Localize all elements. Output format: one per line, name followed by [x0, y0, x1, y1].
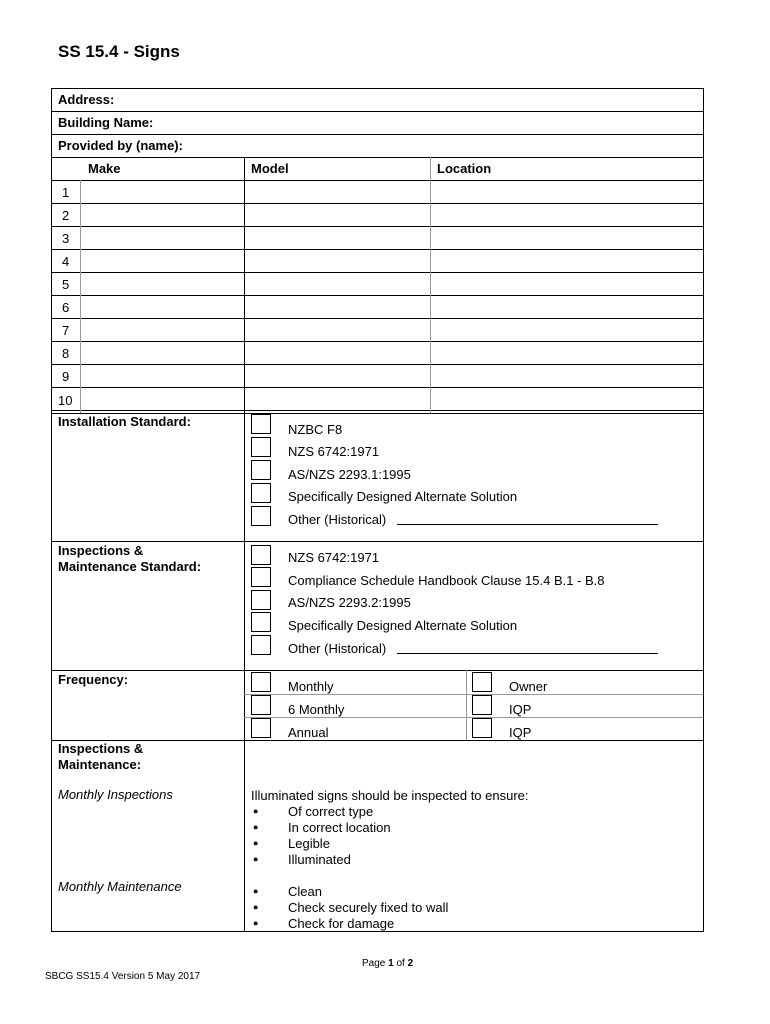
option-label: AS/NZS 2293.2:1995: [288, 595, 411, 610]
row-number: 1: [62, 185, 70, 200]
im-label-2: Maintenance:: [58, 757, 142, 772]
section-line: [51, 541, 704, 542]
other-historical-maint-fill-line[interactable]: [397, 653, 658, 654]
frame-right: [703, 88, 704, 932]
freq-row-line: [244, 717, 703, 718]
checkbox-compliance-schedule[interactable]: [251, 567, 271, 587]
bullet-icon: ●: [253, 918, 259, 928]
frequency-label: Frequency:: [58, 672, 129, 687]
responsible-option: IQP: [509, 725, 532, 740]
im-label-1: Inspections &: [58, 741, 144, 756]
option-label: Other (Historical): [288, 641, 387, 656]
checkbox-6-monthly[interactable]: [251, 695, 271, 715]
page-title: SS 15.4 - Signs: [58, 42, 180, 61]
freq-row-line: [244, 694, 703, 695]
row-line: [51, 341, 704, 342]
inspection-item: Illuminated: [288, 852, 351, 867]
option-label: Other (Historical): [288, 512, 387, 527]
row-line: [51, 295, 704, 296]
frame-top: [51, 88, 704, 89]
maintenance-item: Clean: [288, 884, 322, 899]
bullet-icon: ●: [253, 822, 259, 832]
section-line: [51, 670, 704, 671]
inspections-standard-label: Inspections &: [58, 543, 144, 558]
row-line: [51, 272, 704, 273]
checkbox-alternate-solution-maint[interactable]: [251, 612, 271, 632]
inspection-item: Of correct type: [288, 804, 374, 819]
checkbox-owner[interactable]: [472, 672, 492, 692]
row-number: 8: [62, 346, 70, 361]
checkbox-as-nzs-2293-1[interactable]: [251, 460, 271, 480]
bullet-icon: ●: [253, 838, 259, 848]
bullet-icon: ●: [253, 902, 259, 912]
row-number: 5: [62, 277, 70, 292]
checkbox-monthly[interactable]: [251, 672, 271, 692]
checkbox-as-nzs-2293-2[interactable]: [251, 590, 271, 610]
frame-left: [51, 88, 52, 932]
page-current: 1: [388, 958, 394, 969]
building-name-label: Building Name:: [58, 115, 154, 130]
row-number: 6: [62, 300, 70, 315]
row-line: [51, 226, 704, 227]
option-label: Compliance Schedule Handbook Clause 15.4 B.1 - B.8: [288, 573, 605, 588]
row-line: [51, 134, 704, 135]
page-prefix: Page: [362, 958, 389, 969]
maintenance-standard-label: Maintenance Standard:: [58, 559, 202, 574]
option-label: NZBC F8: [288, 422, 343, 437]
maintenance-item: Check securely fixed to wall: [288, 900, 449, 915]
freq-divider: [466, 670, 467, 741]
checkbox-other-historical[interactable]: [251, 506, 271, 526]
row-number: 2: [62, 208, 70, 223]
row-number: 7: [62, 323, 70, 338]
inspection-intro: Illuminated signs should be inspected to ensure:: [251, 788, 529, 803]
row-line: [51, 180, 704, 181]
document-reference: SBCG SS15.4 Version 5 May 2017: [45, 971, 201, 982]
installation-standard-label: Installation Standard:: [58, 414, 191, 429]
monthly-inspections-label: Monthly Inspections: [58, 787, 173, 802]
row-line: [51, 387, 704, 388]
option-label: Specifically Designed Alternate Solution: [288, 618, 518, 633]
checkbox-nzbc-f8[interactable]: [251, 414, 271, 434]
provided-by-label: Provided by (name):: [58, 138, 183, 153]
checkbox-nzs-6742[interactable]: [251, 437, 271, 457]
maintenance-item: Check for damage: [288, 916, 395, 931]
inspection-item: In correct location: [288, 820, 391, 835]
row-line: [51, 111, 704, 112]
row-number: 3: [62, 231, 70, 246]
option-label: NZS 6742:1971: [288, 550, 380, 565]
row-line: [51, 249, 704, 250]
col-line: [80, 180, 81, 413]
option-label: NZS 6742:1971: [288, 444, 380, 459]
page-of: of: [393, 958, 408, 969]
column-header-make: Make: [88, 161, 121, 176]
address-label: Address:: [58, 92, 115, 107]
frequency-option: Monthly: [288, 679, 334, 694]
col-line: [244, 157, 245, 413]
inspection-item: Legible: [288, 836, 330, 851]
column-header-model: Model: [251, 161, 289, 176]
row-line: [51, 364, 704, 365]
other-historical-fill-line[interactable]: [397, 524, 658, 525]
row-line: [51, 318, 704, 319]
page-total: 2: [407, 958, 414, 969]
page-number: [362, 958, 413, 969]
section-line: [51, 740, 704, 741]
column-header-location: Location: [437, 161, 492, 176]
row-line: [51, 157, 704, 158]
option-label: Specifically Designed Alternate Solution: [288, 489, 518, 504]
monthly-maintenance-label: Monthly Maintenance: [58, 879, 182, 894]
checkbox-other-historical-maint[interactable]: [251, 635, 271, 655]
bullet-icon: ●: [253, 886, 259, 896]
section-divider: [244, 413, 245, 932]
row-line: [51, 410, 704, 411]
row-number: 9: [62, 369, 70, 384]
checkbox-iqp-annual[interactable]: [472, 718, 492, 738]
option-label: AS/NZS 2293.1:1995: [288, 467, 411, 482]
row-line: [51, 203, 704, 204]
responsible-option: Owner: [509, 679, 548, 694]
checkbox-annual[interactable]: [251, 718, 271, 738]
frequency-option: Annual: [288, 725, 329, 740]
frequency-option: 6 Monthly: [288, 702, 345, 717]
responsible-option: IQP: [509, 702, 532, 717]
checkbox-nzs-6742-maint[interactable]: [251, 545, 271, 565]
checkbox-iqp-6-monthly[interactable]: [472, 695, 492, 715]
checkbox-alternate-solution[interactable]: [251, 483, 271, 503]
bullet-icon: ●: [253, 806, 259, 816]
col-line: [430, 157, 431, 413]
row-number: 4: [62, 254, 70, 269]
frame-bottom: [51, 931, 704, 932]
row-number: 10: [58, 393, 73, 408]
bullet-icon: ●: [253, 854, 259, 864]
